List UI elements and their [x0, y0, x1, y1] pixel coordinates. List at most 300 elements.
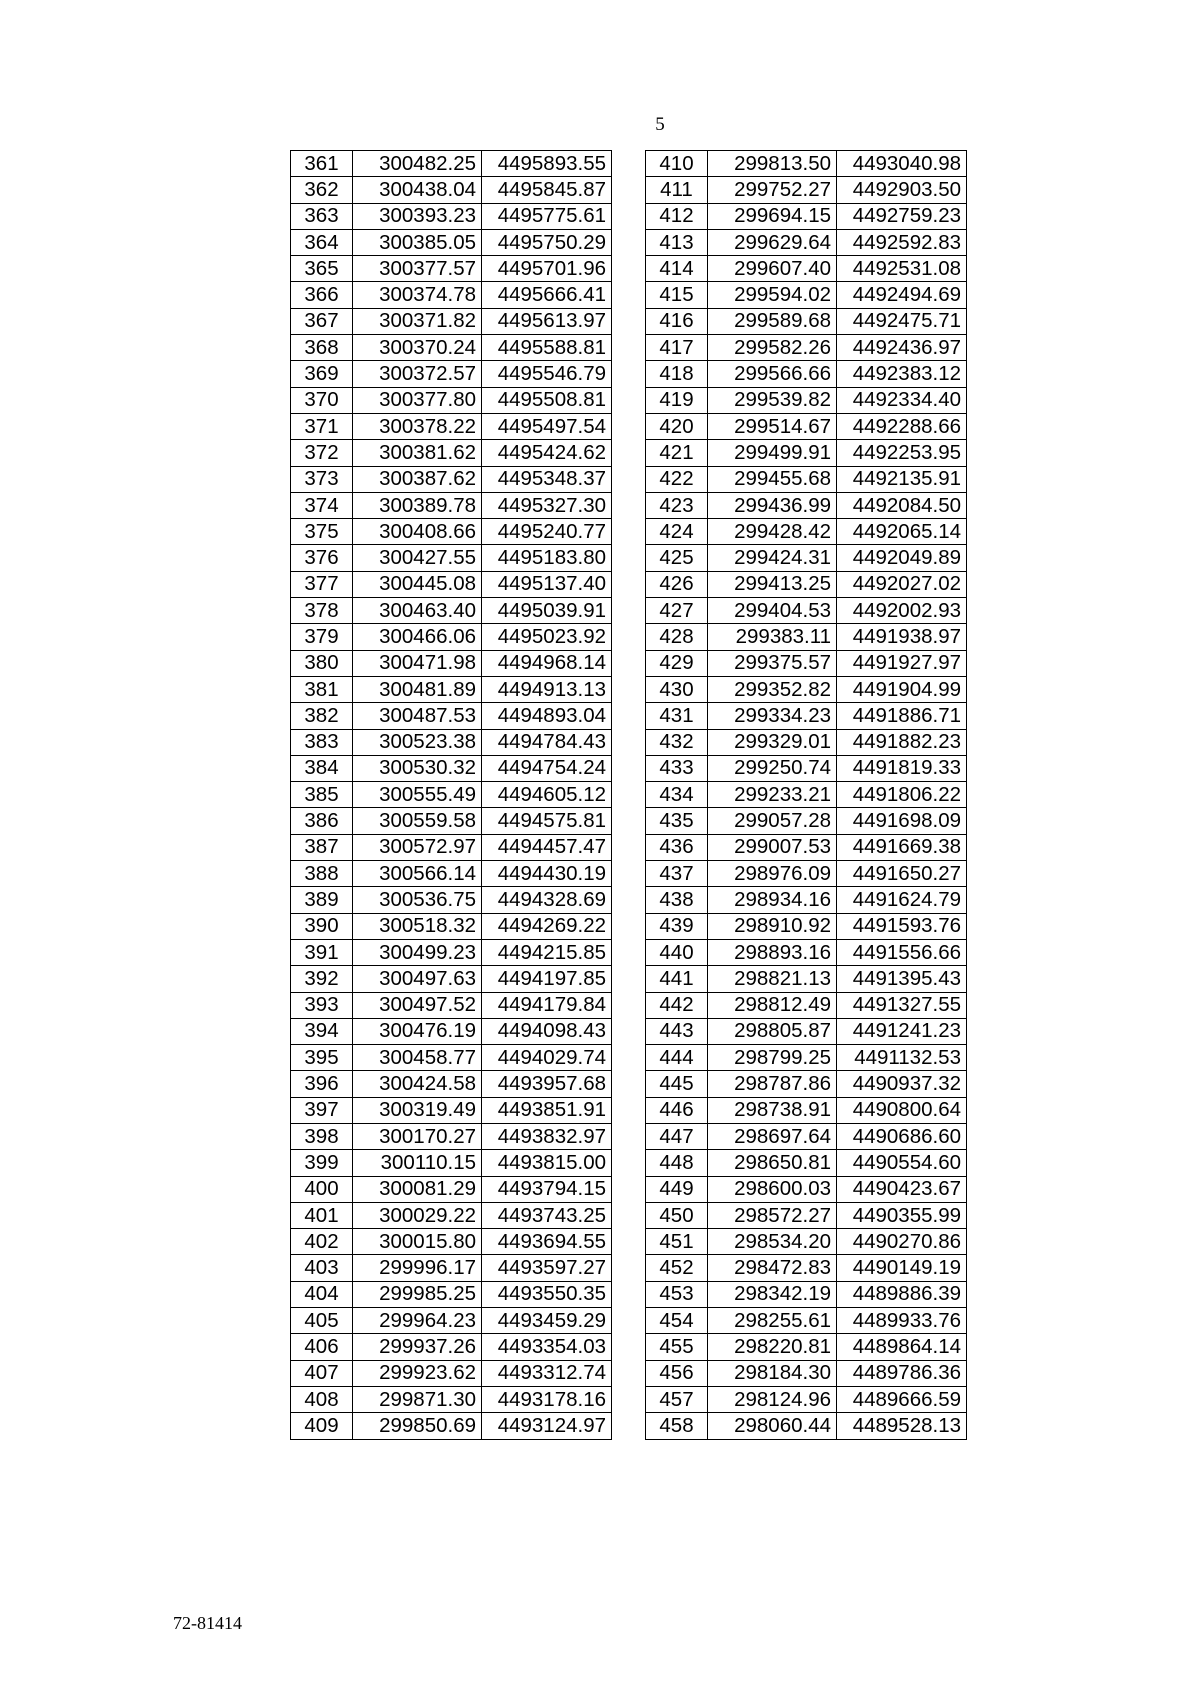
table-row [291, 755, 612, 781]
y-coordinate-cell: 4492759.23 [837, 203, 967, 229]
y-coordinate-cell: 4490554.60 [837, 1150, 967, 1176]
x-coordinate-cell: 298342.19 [708, 1281, 837, 1307]
table-row [291, 203, 612, 229]
x-coordinate-cell: 298893.16 [708, 939, 837, 965]
x-coordinate-cell: 299383.11 [708, 624, 837, 650]
table-row [291, 1202, 612, 1228]
point-number-cell: 447 [646, 1123, 708, 1149]
point-number-cell: 408 [291, 1386, 353, 1412]
table-row [291, 1281, 612, 1307]
x-coordinate-cell: 300387.62 [353, 466, 482, 492]
x-coordinate-cell: 300497.52 [353, 992, 482, 1018]
point-number-cell: 391 [291, 939, 353, 965]
y-coordinate-cell: 4490423.67 [837, 1176, 967, 1202]
y-coordinate-cell: 4492084.50 [837, 492, 967, 518]
y-coordinate-cell: 4495424.62 [482, 440, 612, 466]
y-coordinate-cell: 4493694.55 [482, 1229, 612, 1255]
coordinate-table-left [290, 150, 612, 1440]
table-row [646, 1045, 967, 1071]
x-coordinate-cell: 298805.87 [708, 1018, 837, 1044]
point-number-cell: 402 [291, 1229, 353, 1255]
coordinate-table-right [645, 150, 967, 1440]
table-row [291, 256, 612, 282]
x-coordinate-cell: 298060.44 [708, 1413, 837, 1439]
y-coordinate-cell: 4494197.85 [482, 966, 612, 992]
table-row [646, 387, 967, 413]
y-coordinate-cell: 4495183.80 [482, 545, 612, 571]
x-coordinate-cell: 300523.38 [353, 729, 482, 755]
x-coordinate-cell: 298600.03 [708, 1176, 837, 1202]
y-coordinate-cell: 4493743.25 [482, 1202, 612, 1228]
y-coordinate-cell: 4490355.99 [837, 1202, 967, 1228]
point-number-cell: 395 [291, 1045, 353, 1071]
x-coordinate-cell: 299964.23 [353, 1308, 482, 1334]
y-coordinate-cell: 4495845.87 [482, 177, 612, 203]
table-row [646, 1308, 967, 1334]
point-number-cell: 430 [646, 676, 708, 702]
y-coordinate-cell: 4490149.19 [837, 1255, 967, 1281]
y-coordinate-cell: 4489528.13 [837, 1413, 967, 1439]
point-number-cell: 433 [646, 755, 708, 781]
table-row [646, 1334, 967, 1360]
point-number-cell: 451 [646, 1229, 708, 1255]
x-coordinate-cell: 300463.40 [353, 598, 482, 624]
x-coordinate-cell: 300481.89 [353, 676, 482, 702]
table-row [291, 966, 612, 992]
table-row [646, 177, 967, 203]
table-row [291, 492, 612, 518]
table-row [291, 1360, 612, 1386]
x-coordinate-cell: 300389.78 [353, 492, 482, 518]
x-coordinate-cell: 300471.98 [353, 650, 482, 676]
table-row [291, 729, 612, 755]
x-coordinate-cell: 300438.04 [353, 177, 482, 203]
y-coordinate-cell: 4489786.36 [837, 1360, 967, 1386]
table-row [646, 413, 967, 439]
table-row [646, 519, 967, 545]
x-coordinate-cell: 300170.27 [353, 1123, 482, 1149]
point-number-cell: 382 [291, 703, 353, 729]
x-coordinate-cell: 299607.40 [708, 256, 837, 282]
point-number-cell: 377 [291, 571, 353, 597]
x-coordinate-cell: 300536.75 [353, 887, 482, 913]
y-coordinate-cell: 4492383.12 [837, 361, 967, 387]
x-coordinate-cell: 298255.61 [708, 1308, 837, 1334]
y-coordinate-cell: 4491927.97 [837, 650, 967, 676]
point-number-cell: 442 [646, 992, 708, 1018]
y-coordinate-cell: 4492049.89 [837, 545, 967, 571]
point-number-cell: 405 [291, 1308, 353, 1334]
x-coordinate-cell: 298787.86 [708, 1071, 837, 1097]
table-row [291, 887, 612, 913]
x-coordinate-cell: 299352.82 [708, 676, 837, 702]
point-number-cell: 396 [291, 1071, 353, 1097]
point-number-cell: 424 [646, 519, 708, 545]
point-number-cell: 437 [646, 861, 708, 887]
point-number-cell: 384 [291, 755, 353, 781]
point-number-cell: 417 [646, 335, 708, 361]
x-coordinate-cell: 298799.25 [708, 1045, 837, 1071]
y-coordinate-cell: 4491882.23 [837, 729, 967, 755]
x-coordinate-cell: 298534.20 [708, 1229, 837, 1255]
point-number-cell: 376 [291, 545, 353, 571]
x-coordinate-cell: 299594.02 [708, 282, 837, 308]
table-row [291, 440, 612, 466]
x-coordinate-cell: 299582.26 [708, 335, 837, 361]
y-coordinate-cell: 4490937.32 [837, 1071, 967, 1097]
table-row [291, 1334, 612, 1360]
table-row [646, 1360, 967, 1386]
point-number-cell: 445 [646, 1071, 708, 1097]
y-coordinate-cell: 4493040.98 [837, 151, 967, 177]
x-coordinate-cell: 299233.21 [708, 782, 837, 808]
x-coordinate-cell: 300385.05 [353, 229, 482, 255]
x-coordinate-cell: 298572.27 [708, 1202, 837, 1228]
x-coordinate-cell: 300393.23 [353, 203, 482, 229]
point-number-cell: 367 [291, 308, 353, 334]
table-row [646, 492, 967, 518]
point-number-cell: 440 [646, 939, 708, 965]
point-number-cell: 390 [291, 913, 353, 939]
table-row [291, 834, 612, 860]
point-number-cell: 406 [291, 1334, 353, 1360]
table-row [646, 650, 967, 676]
point-number-cell: 386 [291, 808, 353, 834]
table-row [291, 1386, 612, 1412]
y-coordinate-cell: 4494784.43 [482, 729, 612, 755]
point-number-cell: 428 [646, 624, 708, 650]
y-coordinate-cell: 4491650.27 [837, 861, 967, 887]
table-row [291, 1255, 612, 1281]
y-coordinate-cell: 4494098.43 [482, 1018, 612, 1044]
point-number-cell: 400 [291, 1176, 353, 1202]
table-row [291, 676, 612, 702]
point-number-cell: 457 [646, 1386, 708, 1412]
x-coordinate-cell: 300555.49 [353, 782, 482, 808]
point-number-cell: 364 [291, 229, 353, 255]
point-number-cell: 436 [646, 834, 708, 860]
table-row [291, 1176, 612, 1202]
x-coordinate-cell: 300530.32 [353, 755, 482, 781]
x-coordinate-cell: 300081.29 [353, 1176, 482, 1202]
point-number-cell: 425 [646, 545, 708, 571]
table-row [646, 1281, 967, 1307]
y-coordinate-cell: 4495348.37 [482, 466, 612, 492]
table-row [646, 229, 967, 255]
point-number-cell: 420 [646, 413, 708, 439]
y-coordinate-cell: 4492903.50 [837, 177, 967, 203]
y-coordinate-cell: 4493354.03 [482, 1334, 612, 1360]
x-coordinate-cell: 299752.27 [708, 177, 837, 203]
table-row [291, 308, 612, 334]
point-number-cell: 434 [646, 782, 708, 808]
y-coordinate-cell: 4491132.53 [837, 1045, 967, 1071]
table-row [646, 729, 967, 755]
table-row [646, 1202, 967, 1228]
point-number-cell: 409 [291, 1413, 353, 1439]
y-coordinate-cell: 4493832.97 [482, 1123, 612, 1149]
y-coordinate-cell: 4491904.99 [837, 676, 967, 702]
point-number-cell: 394 [291, 1018, 353, 1044]
table-row [291, 545, 612, 571]
y-coordinate-cell: 4492253.95 [837, 440, 967, 466]
y-coordinate-cell: 4491806.22 [837, 782, 967, 808]
x-coordinate-cell: 300015.80 [353, 1229, 482, 1255]
table-row [291, 1229, 612, 1255]
table-row [646, 466, 967, 492]
table-row [646, 545, 967, 571]
x-coordinate-cell: 300374.78 [353, 282, 482, 308]
x-coordinate-cell: 299923.62 [353, 1360, 482, 1386]
point-number-cell: 412 [646, 203, 708, 229]
point-number-cell: 371 [291, 413, 353, 439]
x-coordinate-cell: 300566.14 [353, 861, 482, 887]
point-number-cell: 414 [646, 256, 708, 282]
coordinate-table-body [646, 151, 967, 1440]
table-row [291, 598, 612, 624]
point-number-cell: 387 [291, 834, 353, 860]
table-row [646, 1097, 967, 1123]
point-number-cell: 366 [291, 282, 353, 308]
x-coordinate-cell: 300466.06 [353, 624, 482, 650]
point-number-cell: 368 [291, 335, 353, 361]
point-number-cell: 404 [291, 1281, 353, 1307]
y-coordinate-cell: 4492592.83 [837, 229, 967, 255]
y-coordinate-cell: 4493312.74 [482, 1360, 612, 1386]
y-coordinate-cell: 4494328.69 [482, 887, 612, 913]
table-row [646, 1229, 967, 1255]
y-coordinate-cell: 4489666.59 [837, 1386, 967, 1412]
y-coordinate-cell: 4491624.79 [837, 887, 967, 913]
x-coordinate-cell: 299937.26 [353, 1334, 482, 1360]
y-coordinate-cell: 4493597.27 [482, 1255, 612, 1281]
y-coordinate-cell: 4491886.71 [837, 703, 967, 729]
y-coordinate-cell: 4495023.92 [482, 624, 612, 650]
x-coordinate-cell: 300458.77 [353, 1045, 482, 1071]
table-row [646, 598, 967, 624]
y-coordinate-cell: 4494575.81 [482, 808, 612, 834]
x-coordinate-cell: 299996.17 [353, 1255, 482, 1281]
point-number-cell: 392 [291, 966, 353, 992]
y-coordinate-cell: 4492531.08 [837, 256, 967, 282]
table-row [646, 913, 967, 939]
x-coordinate-cell: 300427.55 [353, 545, 482, 571]
point-number-cell: 419 [646, 387, 708, 413]
x-coordinate-cell: 299057.28 [708, 808, 837, 834]
x-coordinate-cell: 299436.99 [708, 492, 837, 518]
table-row [291, 992, 612, 1018]
table-row [646, 1018, 967, 1044]
point-number-cell: 432 [646, 729, 708, 755]
y-coordinate-cell: 4495039.91 [482, 598, 612, 624]
table-row [646, 1150, 967, 1176]
point-number-cell: 363 [291, 203, 353, 229]
point-number-cell: 361 [291, 151, 353, 177]
table-row [646, 282, 967, 308]
point-number-cell: 458 [646, 1413, 708, 1439]
y-coordinate-cell: 4494430.19 [482, 861, 612, 887]
point-number-cell: 439 [646, 913, 708, 939]
table-row [646, 703, 967, 729]
x-coordinate-cell: 299850.69 [353, 1413, 482, 1439]
point-number-cell: 388 [291, 861, 353, 887]
y-coordinate-cell: 4493794.15 [482, 1176, 612, 1202]
table-row [646, 861, 967, 887]
x-coordinate-cell: 300110.15 [353, 1150, 482, 1176]
point-number-cell: 446 [646, 1097, 708, 1123]
table-row [291, 466, 612, 492]
table-row [291, 939, 612, 965]
y-coordinate-cell: 4492027.02 [837, 571, 967, 597]
table-row [291, 1045, 612, 1071]
point-number-cell: 422 [646, 466, 708, 492]
x-coordinate-cell: 299404.53 [708, 598, 837, 624]
table-row [291, 650, 612, 676]
point-number-cell: 418 [646, 361, 708, 387]
y-coordinate-cell: 4493124.97 [482, 1413, 612, 1439]
point-number-cell: 372 [291, 440, 353, 466]
y-coordinate-cell: 4495497.54 [482, 413, 612, 439]
x-coordinate-cell: 299424.31 [708, 545, 837, 571]
y-coordinate-cell: 4495508.81 [482, 387, 612, 413]
point-number-cell: 401 [291, 1202, 353, 1228]
point-number-cell: 450 [646, 1202, 708, 1228]
x-coordinate-cell: 298697.64 [708, 1123, 837, 1149]
table-row [646, 335, 967, 361]
x-coordinate-cell: 299250.74 [708, 755, 837, 781]
table-row [291, 703, 612, 729]
y-coordinate-cell: 4494605.12 [482, 782, 612, 808]
point-number-cell: 415 [646, 282, 708, 308]
point-number-cell: 369 [291, 361, 353, 387]
point-number-cell: 416 [646, 308, 708, 334]
table-row [646, 966, 967, 992]
y-coordinate-cell: 4492494.69 [837, 282, 967, 308]
table-row [646, 440, 967, 466]
x-coordinate-cell: 300487.53 [353, 703, 482, 729]
y-coordinate-cell: 4494215.85 [482, 939, 612, 965]
point-number-cell: 427 [646, 598, 708, 624]
x-coordinate-cell: 300377.80 [353, 387, 482, 413]
x-coordinate-cell: 298184.30 [708, 1360, 837, 1386]
point-number-cell: 411 [646, 177, 708, 203]
y-coordinate-cell: 4493459.29 [482, 1308, 612, 1334]
x-coordinate-cell: 298472.83 [708, 1255, 837, 1281]
y-coordinate-cell: 4493851.91 [482, 1097, 612, 1123]
table-row [646, 1413, 967, 1439]
x-coordinate-cell: 298821.13 [708, 966, 837, 992]
point-number-cell: 398 [291, 1123, 353, 1149]
x-coordinate-cell: 298124.96 [708, 1386, 837, 1412]
point-number-cell: 448 [646, 1150, 708, 1176]
y-coordinate-cell: 4492436.97 [837, 335, 967, 361]
table-row [646, 203, 967, 229]
x-coordinate-cell: 300371.82 [353, 308, 482, 334]
table-row [291, 1123, 612, 1149]
y-coordinate-cell: 4491241.23 [837, 1018, 967, 1044]
y-coordinate-cell: 4489933.76 [837, 1308, 967, 1334]
table-row [291, 1150, 612, 1176]
x-coordinate-cell: 299629.64 [708, 229, 837, 255]
table-row [291, 1071, 612, 1097]
x-coordinate-cell: 300499.23 [353, 939, 482, 965]
x-coordinate-cell: 299375.57 [708, 650, 837, 676]
x-coordinate-cell: 299539.82 [708, 387, 837, 413]
y-coordinate-cell: 4494754.24 [482, 755, 612, 781]
table-row [291, 151, 612, 177]
y-coordinate-cell: 4495701.96 [482, 256, 612, 282]
x-coordinate-cell: 299007.53 [708, 834, 837, 860]
x-coordinate-cell: 300029.22 [353, 1202, 482, 1228]
y-coordinate-cell: 4491327.55 [837, 992, 967, 1018]
x-coordinate-cell: 299413.25 [708, 571, 837, 597]
table-row [646, 887, 967, 913]
point-number-cell: 393 [291, 992, 353, 1018]
y-coordinate-cell: 4491819.33 [837, 755, 967, 781]
x-coordinate-cell: 300378.22 [353, 413, 482, 439]
y-coordinate-cell: 4490800.64 [837, 1097, 967, 1123]
point-number-cell: 454 [646, 1308, 708, 1334]
point-number-cell: 374 [291, 492, 353, 518]
point-number-cell: 383 [291, 729, 353, 755]
x-coordinate-cell: 299334.23 [708, 703, 837, 729]
point-number-cell: 403 [291, 1255, 353, 1281]
y-coordinate-cell: 4491395.43 [837, 966, 967, 992]
table-row [646, 308, 967, 334]
table-row [291, 808, 612, 834]
point-number-cell: 370 [291, 387, 353, 413]
table-row [291, 387, 612, 413]
table-row [291, 519, 612, 545]
point-number-cell: 455 [646, 1334, 708, 1360]
y-coordinate-cell: 4494893.04 [482, 703, 612, 729]
x-coordinate-cell: 300518.32 [353, 913, 482, 939]
point-number-cell: 449 [646, 1176, 708, 1202]
y-coordinate-cell: 4495750.29 [482, 229, 612, 255]
y-coordinate-cell: 4492002.93 [837, 598, 967, 624]
x-coordinate-cell: 300497.63 [353, 966, 482, 992]
y-coordinate-cell: 4495327.30 [482, 492, 612, 518]
table-row [646, 1071, 967, 1097]
x-coordinate-cell: 298738.91 [708, 1097, 837, 1123]
table-row [291, 282, 612, 308]
x-coordinate-cell: 298934.16 [708, 887, 837, 913]
point-number-cell: 380 [291, 650, 353, 676]
y-coordinate-cell: 4492135.91 [837, 466, 967, 492]
y-coordinate-cell: 4495240.77 [482, 519, 612, 545]
y-coordinate-cell: 4494457.47 [482, 834, 612, 860]
x-coordinate-cell: 300377.57 [353, 256, 482, 282]
y-coordinate-cell: 4492475.71 [837, 308, 967, 334]
y-coordinate-cell: 4492334.40 [837, 387, 967, 413]
point-number-cell: 421 [646, 440, 708, 466]
table-row [646, 1255, 967, 1281]
table-row [291, 413, 612, 439]
x-coordinate-cell: 300445.08 [353, 571, 482, 597]
y-coordinate-cell: 4494968.14 [482, 650, 612, 676]
table-row [646, 571, 967, 597]
table-row [646, 676, 967, 702]
table-row [646, 1176, 967, 1202]
table-row [646, 1123, 967, 1149]
point-number-cell: 399 [291, 1150, 353, 1176]
y-coordinate-cell: 4495613.97 [482, 308, 612, 334]
x-coordinate-cell: 298812.49 [708, 992, 837, 1018]
table-row [291, 361, 612, 387]
y-coordinate-cell: 4491669.38 [837, 834, 967, 860]
y-coordinate-cell: 4493815.00 [482, 1150, 612, 1176]
x-coordinate-cell: 298910.92 [708, 913, 837, 939]
